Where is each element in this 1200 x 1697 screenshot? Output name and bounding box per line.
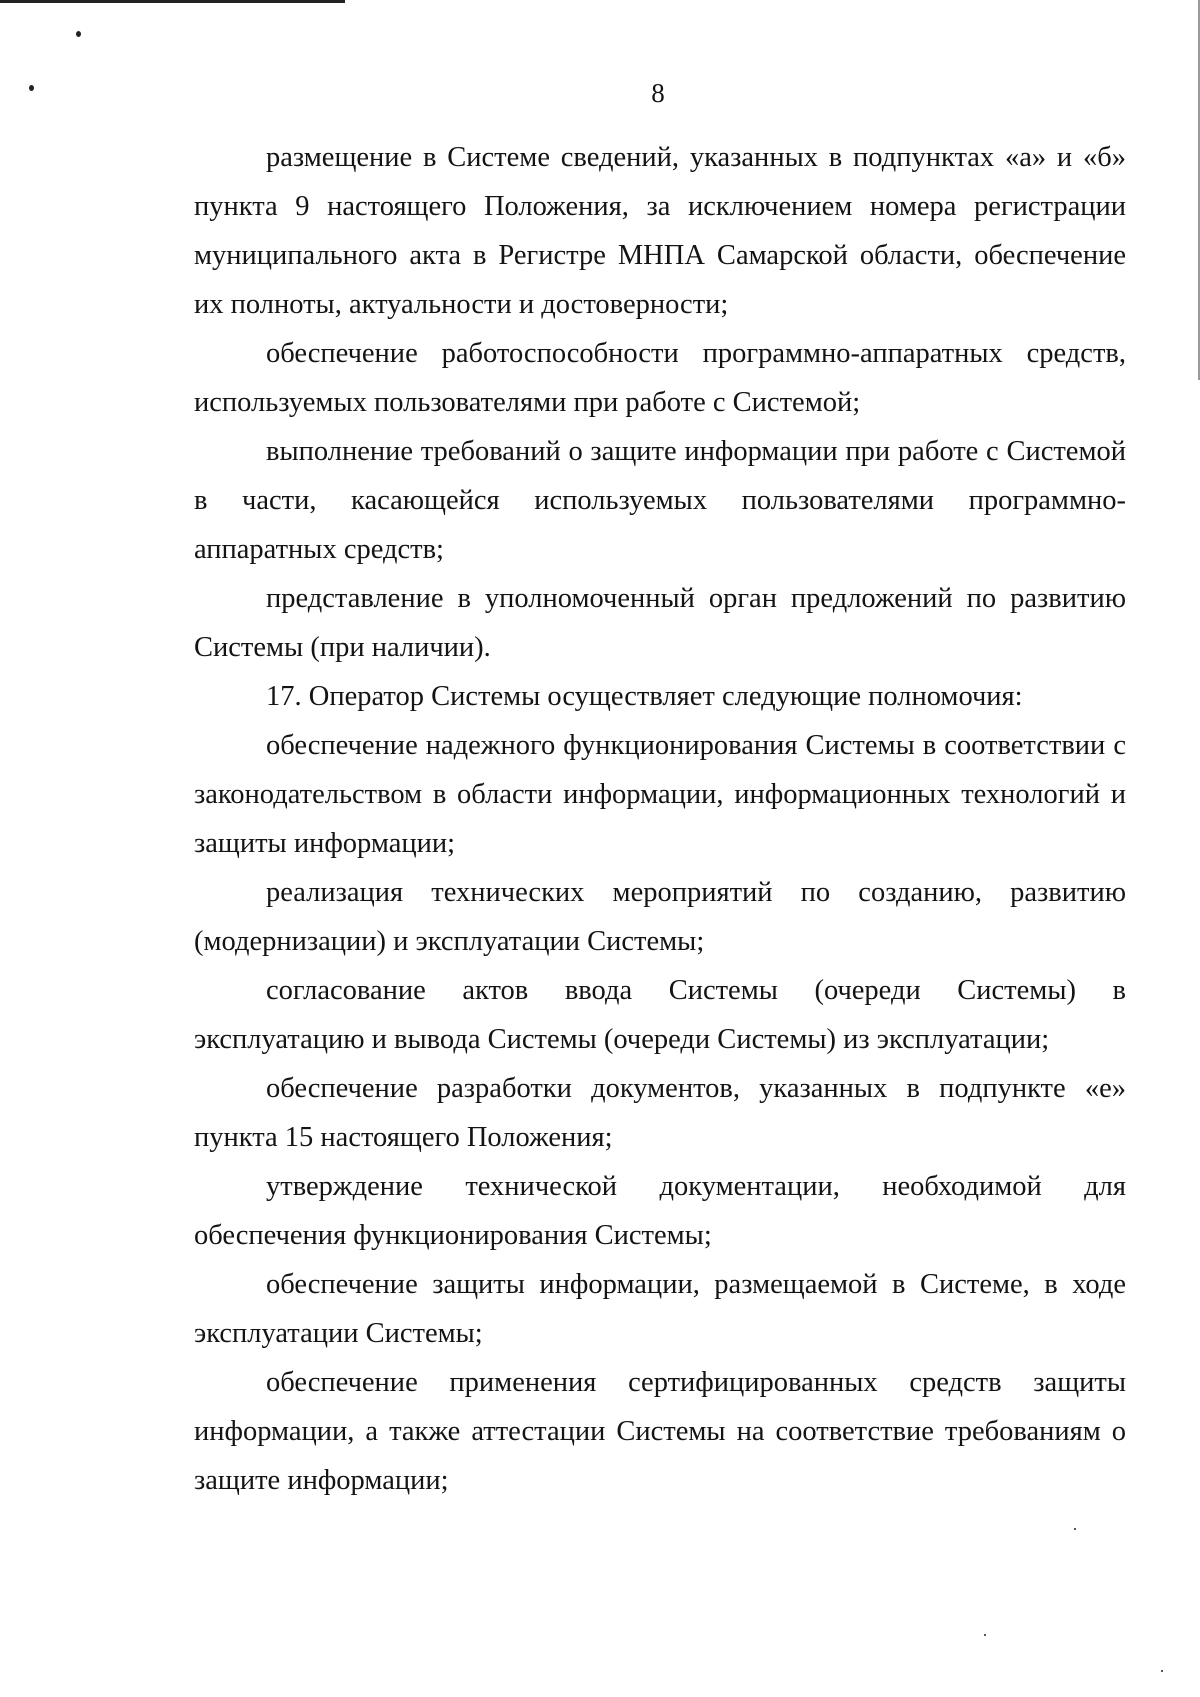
- paragraph: обеспечение надежного функционирования Системы в соответствии с законодательством в области информации, информационных технологий и защиты информации;: [194, 730, 1126, 859]
- paragraph: обеспечение работоспособности программно-аппаратных средств, используемых пользователями при работе с Системой;: [194, 338, 1126, 418]
- paragraph: реализация технических мероприятий по созданию, развитию (модернизации) и эксплуатации Системы;: [194, 877, 1126, 957]
- paragraph: представление в уполномоченный орган предложений по развитию Системы (при наличии).: [194, 583, 1126, 663]
- scan-speck: [1074, 1528, 1076, 1530]
- paragraph: утверждение технической документации, необходимой для обеспечения функционирования Системы;: [194, 1171, 1126, 1251]
- scan-speck: [984, 1634, 986, 1636]
- page-number: 8: [651, 78, 665, 108]
- paragraph: обеспечение разработки документов, указанных в подпункте «е» пункта 15 настоящего Положения;: [194, 1073, 1126, 1153]
- top-rule: [0, 0, 345, 3]
- section-heading: 17. Оператор Системы осуществляет следующие полномочия:: [266, 681, 1023, 712]
- body-text: [194, 133, 1126, 1505]
- paragraph: согласование актов ввода Системы (очереди Системы) в эксплуатацию и вывода Системы (очереди Системы) из эксплуатации;: [194, 975, 1126, 1055]
- paragraph: размещение в Системе сведений, указанных в подпунктах «а» и «б» пункта 9 настоящего Положения, за исключением номера регистрации муниципального акта в Регистре МНПА Самарской области, обеспечение их полноты, актуальности и достоверности;: [194, 142, 1126, 320]
- scan-speck: [1161, 1670, 1163, 1672]
- paragraph: выполнение требований о защите информации при работе с Системой в части, касающейся используемых пользователями программно-аппаратных средств;: [194, 436, 1126, 565]
- paragraph: обеспечение защиты информации, размещаемой в Системе, в ходе эксплуатации Системы;: [194, 1269, 1126, 1349]
- paragraph: обеспечение применения сертифицированных средств защиты информации, а также аттестации Системы на соответствие требованиям о защите информации;: [194, 1367, 1126, 1496]
- scan-speck: [76, 31, 81, 37]
